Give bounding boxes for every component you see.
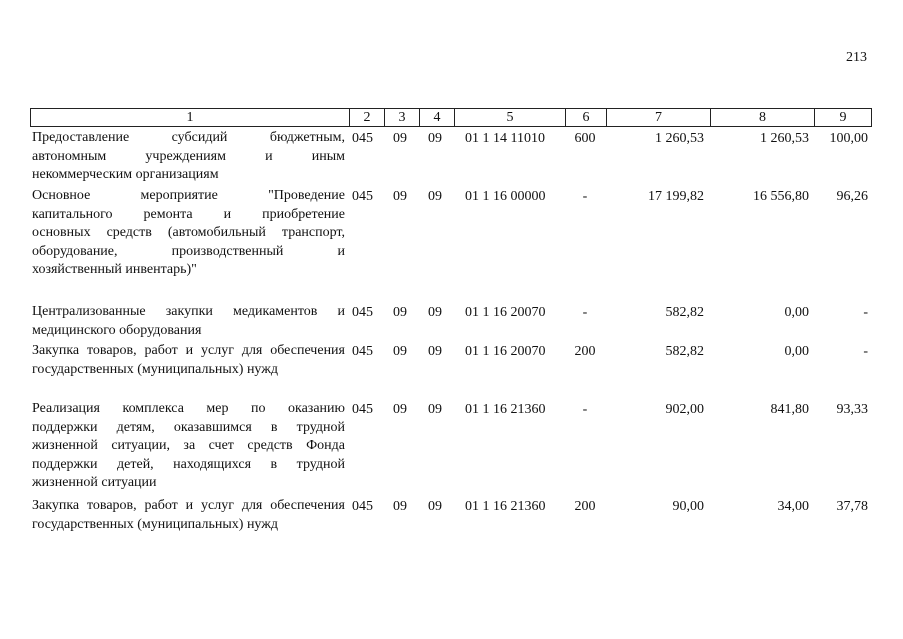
description-line: жизненной ситуации [32,475,157,490]
header-col-3: 3 [384,109,419,126]
description-line: Закупка товаров, работ и услуг для обеспечения [32,498,345,513]
cell-subsection: 09 [428,305,442,320]
cell-target-article: 01 1 16 00000 [465,189,546,204]
cell-percent: - [863,344,868,359]
header-col-9: 9 [814,109,871,126]
cell-code: 045 [352,499,373,514]
cell-amount-col8: 1 260,53 [760,131,809,146]
cell-expense-type: 200 [574,499,596,514]
description-line: поддержки детям, оказавшимся в трудной [32,419,345,435]
cell-target-article: 01 1 16 20070 [465,305,546,320]
description-line: оборудование, производственный и [32,243,345,259]
row-description [32,303,345,340]
cell-code: 045 [352,305,373,320]
row-description [32,400,345,493]
page-number: 213 [846,50,867,65]
cell-amount-col7: 582,82 [665,344,704,359]
table-header [30,108,872,127]
cell-target-article: 01 1 16 21360 [465,499,546,514]
row-description [32,342,345,379]
description-line: некоммерческим организациям [32,167,219,182]
cell-subsection: 09 [428,189,442,204]
cell-amount-col7: 582,82 [665,305,704,320]
cell-code: 045 [352,189,373,204]
header-col-2: 2 [349,109,384,126]
cell-amount-col7: 90,00 [672,499,704,514]
cell-amount-col7: 1 260,53 [655,131,704,146]
header-col-7: 7 [606,109,710,126]
header-col-4: 4 [419,109,454,126]
description-line: Основное мероприятие "Проведение [32,188,345,203]
cell-amount-col8: 841,80 [770,402,809,417]
cell-expense-type: 200 [574,344,596,359]
cell-section: 09 [393,131,407,146]
description-line: медицинского оборудования [32,322,202,338]
description-line: капитального ремонта и приобретение [32,206,345,222]
cell-amount-col8: 0,00 [784,344,809,359]
cell-section: 09 [393,189,407,204]
header-col-1: 1 [186,110,194,125]
description-line: жизненной ситуации, за счет средств Фонда [32,438,345,453]
cell-code: 045 [352,131,373,146]
description-line: Предоставление субсидий бюджетным, [32,130,345,145]
cell-amount-col8: 0,00 [784,305,809,320]
cell-percent: - [863,305,868,320]
row-description [32,497,345,534]
description-line: Централизованные закупки медикаментов и [32,304,345,319]
cell-percent: 93,33 [836,402,868,417]
cell-code: 045 [352,402,373,417]
description-line: основных средств (автомобильный транспорт, [32,225,345,240]
row-description [32,187,345,280]
cell-percent: 37,78 [836,499,868,514]
cell-subsection: 09 [428,344,442,359]
header-col-5: 5 [454,109,565,126]
cell-target-article: 01 1 16 21360 [465,402,546,417]
cell-expense-type: - [582,189,588,204]
cell-amount-col8: 16 556,80 [753,189,809,204]
description-line: хозяйственный инвентарь)" [32,262,197,277]
cell-target-article: 01 1 14 11010 [465,131,545,146]
cell-expense-type: 600 [574,131,596,146]
cell-section: 09 [393,344,407,359]
header-col-6: 6 [565,109,606,126]
cell-amount-col7: 17 199,82 [648,189,704,204]
cell-code: 045 [352,344,373,359]
row-description [32,129,345,185]
cell-subsection: 09 [428,131,442,146]
cell-section: 09 [393,499,407,514]
cell-subsection: 09 [428,499,442,514]
cell-subsection: 09 [428,402,442,417]
description-line: государственных (муниципальных) нужд [32,361,279,377]
cell-amount-col7: 902,00 [665,402,704,417]
cell-percent: 96,26 [836,189,868,204]
description-line: автономным учреждениям и иным [32,148,345,164]
description-line: поддержки детей, находящихся в трудной [32,456,345,472]
cell-target-article: 01 1 16 20070 [465,344,546,359]
description-line: Закупка товаров, работ и услуг для обеспечения [32,343,345,358]
cell-expense-type: - [582,305,588,320]
cell-percent: 100,00 [829,131,868,146]
cell-expense-type: - [582,402,588,417]
cell-section: 09 [393,402,407,417]
description-line: Реализация комплекса мер по оказанию [32,401,345,416]
cell-section: 09 [393,305,407,320]
description-line: государственных (муниципальных) нужд [32,516,279,532]
cell-amount-col8: 34,00 [777,499,809,514]
header-col-8: 8 [710,109,814,126]
